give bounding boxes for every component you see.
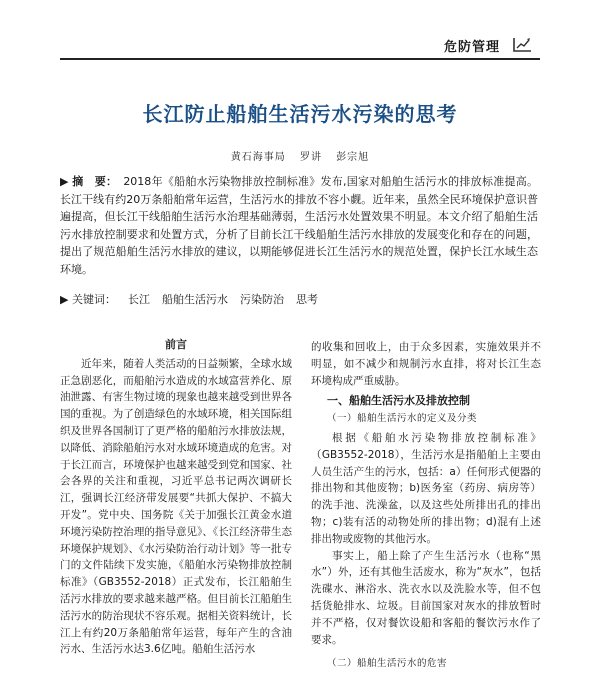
abstract — [60, 173, 538, 278]
author-name: 罗 — [300, 152, 311, 163]
keyword: 污染防治 — [240, 293, 284, 306]
body-paragraph: 根据《船舶水污染物排放控制标准》（GB3552-2018），生活污水是指船舶上主要由人员生活产生的污水，包括：a）任何形式便器的排出物和其他废物；b)医务室（药房、病房等）的洗手池、洗澡盆，以及这些处所排出孔的排出物；c)装有活的动物处所的排出物；d)混有上述排出物或废物的其他污水。 — [311, 431, 541, 545]
continued-paragraph: 的收集和回收上，由于众多因素，实施效果并不明显，如不减少和规制污水直排，将对长江生态环境构成严重威胁。 — [311, 341, 541, 387]
article-title: 长江防止船舶生活污水污染的思考 — [142, 102, 458, 126]
body-paragraph: 事实上，船上除了产生生活污水（也称“黑水”）外，还有其他生活废水，称为“灰水”，包括洗碟水、淋浴水、洗衣水以及洗脸水等，但不包括货舱排水、垃圾。目前国家对灰水的排放暂时并不严格，仅对餐饮设船和客船的餐饮污水作了要求。 — [311, 549, 541, 646]
author-affiliation: 黄石海事局 — [230, 152, 286, 163]
keywords-label: 关键词： — [72, 293, 116, 306]
author-name: 讲 — [311, 152, 322, 163]
abstract-text: 2018年《船舶水污染物排放控制标准》发布,国家对船舶生活污水的排放标准提高。长江干线有约20万条船舶常年运营，生活污水的排放不容小觑。近年来，虽然全民环境保护意识普遍提高，但长江干线船舶生活污水治理基础薄弱，生活污水处置效果不明显。本文介绍了船舶生活污水排放控制要求和处置方式，分析了目前长江干线船舶生活污水排放的发展变化和存在的问题，提出了规范船舶生活污水排放的建议，以期能够促进长江生活污水的规范处置，保护长江水域生态环境。 — [60, 175, 538, 276]
triangle-bullet-icon: ▶ — [60, 293, 69, 306]
left-column — [60, 337, 292, 658]
abstract-label: 摘 要： — [72, 175, 118, 188]
keywords — [60, 291, 318, 307]
section-heading: 一、船舶生活污水及排放控制 — [327, 394, 470, 408]
intro-paragraph: 近年来，随着人类活动的日益频繁，全球水域正急剧恶化，而船舶污水造成的水域富营养化、原油泄露、有害生物过境的现象也越来越受到世界各国的重视。为了创造绿色的水域环境，相关国际组织及世界各国制订了更严格的船舶污水排放法规，以降低、消除船舶污水对水域环境造成的危害。对于长江而言，环境保护也越来越受到党和国家、社会各界的关注和重视，习近平总书记两次调研长江，强调长江经济带发展要“共抓大保护、不搞大开发”。党中央、国务院《关于加强长江黄金水道环境污染防控治理的指导意见》、《长江经济带生态环境保护规划》、《水污染防治行动计划》等一批专门的文件陆续下发实施，《船舶水污染物排放控制标准》（GB3552-2018）正式发布，长江船舶生活污水排放的要求越来越严格。但目前长江船舶生活污水的防治现状不容乐观。据相关资料统计，长江上有约20万条船舶常年运营，每年产生的含油污水、生活污水达3.6亿吨。船舶生活污水 — [60, 357, 292, 656]
right-column — [311, 339, 541, 673]
keyword: 长江 — [128, 293, 150, 306]
header-rule — [60, 58, 540, 60]
author-line — [0, 148, 600, 163]
intro-heading: 前言 — [165, 338, 187, 351]
triangle-bullet-icon: ▶ — [60, 175, 69, 188]
keyword: 思考 — [296, 293, 318, 306]
subsection-heading: （二）船舶生活污水的危害 — [327, 658, 448, 670]
author-name: 彭宗旭 — [336, 152, 370, 163]
pen-chart-icon — [512, 37, 532, 53]
section-tag: 危防管理 — [444, 40, 501, 55]
keyword: 船舶生活污水 — [162, 293, 228, 306]
subsection-heading: （一）船舶生活污水的定义及分类 — [327, 413, 478, 425]
